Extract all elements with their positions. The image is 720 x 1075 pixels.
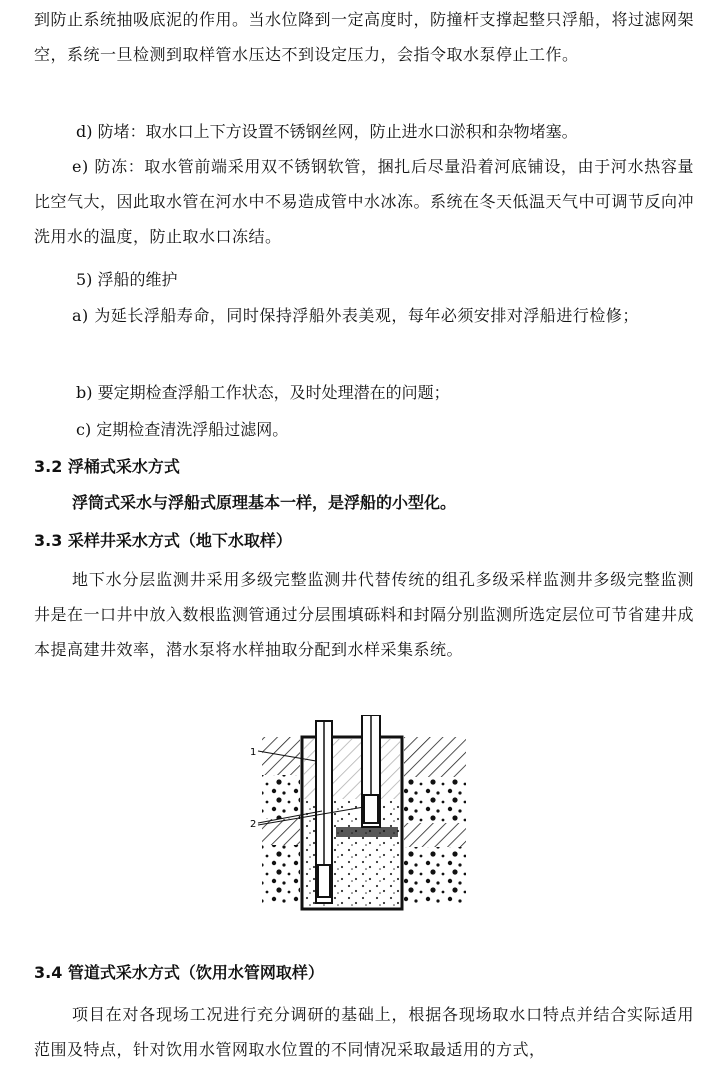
- item-c-maintenance: c) 定期检查清洗浮船过滤网。: [76, 420, 289, 439]
- figure-label-1: 1: [250, 747, 257, 758]
- strata-left-gravel: [262, 775, 300, 819]
- strata-left-bottom: [262, 845, 300, 905]
- packer-seal: [336, 827, 398, 837]
- heading-3-3: 3.3 采样井采水方式（地下水取样）: [34, 531, 292, 550]
- monitoring-well-diagram: [248, 715, 476, 920]
- submersible-pump-short: [364, 795, 378, 823]
- paragraph-3-4: 项目在对各现场工况进行充分调研的基础上，根据各现场取水口特点并结合实际适用范围及特点，针对饮用水管网取水位置的不同情况采取最适用的方式，: [34, 1005, 694, 1059]
- strata-right-middle: [404, 823, 466, 847]
- submersible-pump-long: [318, 865, 330, 897]
- item-b-maintenance: b) 要定期检查浮船工作状态，及时处理潜在的问题；: [76, 383, 450, 402]
- strata-left-top: [262, 737, 300, 775]
- paragraph-3-2: 浮筒式采水与浮船式原理基本一样，是浮船的小型化。: [72, 493, 457, 512]
- heading-3-2: 3.2 浮桶式采水方式: [34, 457, 180, 476]
- heading-3-4: 3.4 管道式采水方式（饮用水管网取样）: [34, 963, 324, 982]
- item-d-anti-blocking: d) 防堵：取水口上下方设置不锈钢丝网，防止进水口淤积和杂物堵塞。: [76, 122, 578, 141]
- paragraph-3-3: 地下水分层监测井采用多级完整监测井代替传统的组孔多级采样监测井多级完整监测井是在一口井中放入数根监测管通过分层围填砾料和封隔分别监测所选定层位可节省建井成本提高建井效率，潜水泵将水样抽取分配到水样采集系统。: [34, 570, 695, 659]
- figure-label-2: 2: [250, 819, 257, 830]
- paragraph-intro: 到防止系统抽吸底泥的作用。当水位降到一定高度时，防撞杆支撑起整只浮船，将过滤网架空，系统一旦检测到取样管水压达不到设定压力，会指令取水泵停止工作。: [34, 10, 695, 64]
- strata-right-bottom: [404, 847, 466, 905]
- strata-right-top: [404, 737, 466, 777]
- item-e-anti-freezing: e) 防冻：取水管前端采用双不锈钢软管，捆扎后尽量沿着河底铺设，由于河水热容量比空气大，因此取水管在河水中不易造成管中水冰冻。系统在冬天低温天气中可调节反向冲洗用水的温度，防止取水口冻结。: [34, 157, 695, 246]
- strata-right-gravel: [404, 777, 466, 823]
- section-5-title: 5) 浮船的维护: [76, 270, 178, 289]
- item-a-maintenance: a) 为延长浮船寿命，同时保持浮船外表美观，每年必须安排对浮船进行检修；: [72, 306, 639, 325]
